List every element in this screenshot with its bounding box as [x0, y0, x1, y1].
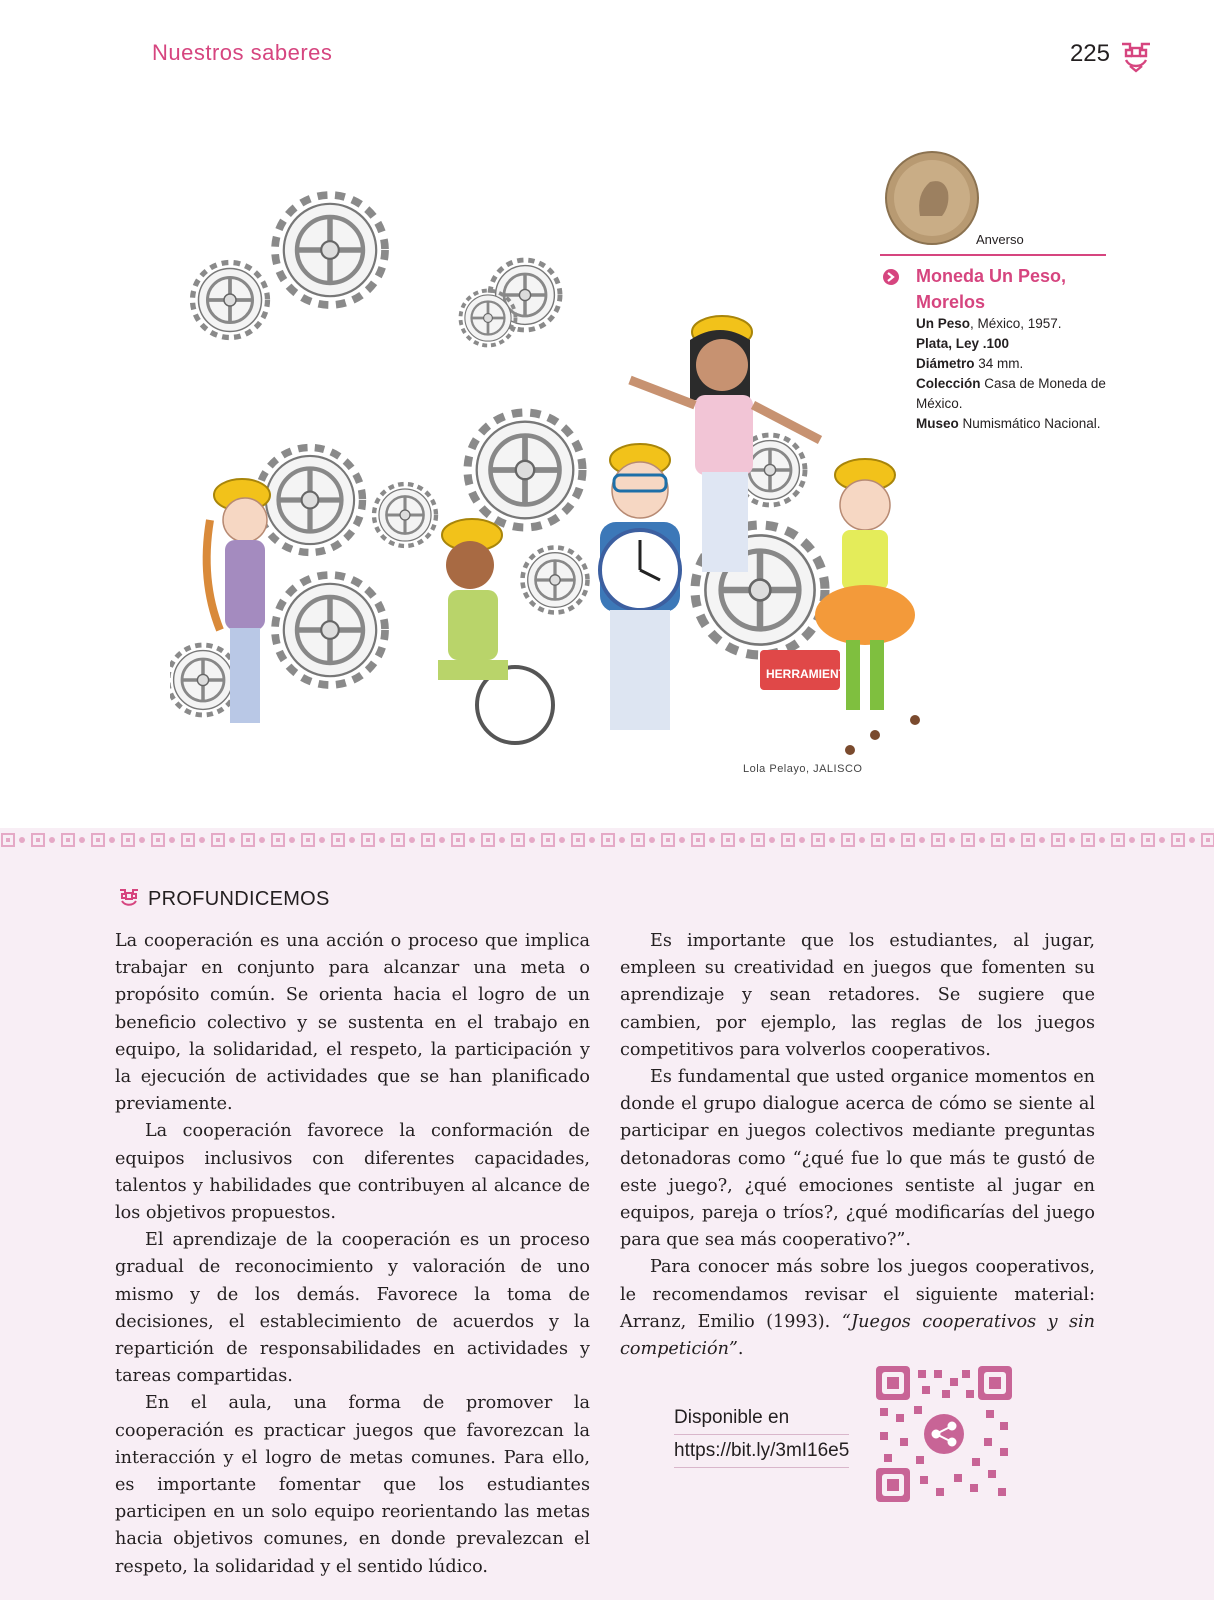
coin-detail-diameter: Diámetro 34 mm.	[916, 356, 1024, 371]
link-url[interactable]: https://bit.ly/3mI16e5	[674, 1435, 849, 1468]
coin-image	[884, 150, 980, 246]
paragraph: En el aula, una forma de promover la cooperación es practicar juegos que favorezcan la interacción y el logro de metas comunes. Para ello, es importante fomentar que los estudiantes participen en un solo equipo reorientando las metas hacia objetivos comunes, en donde prevalezcan el respeto, la solidaridad y el sentido lúdico.	[115, 1393, 590, 1577]
right-column	[620, 928, 1095, 1363]
children-gears-illustration	[170, 150, 930, 790]
link-label: Disponible en	[674, 1402, 849, 1435]
qr-code[interactable]	[876, 1366, 1012, 1502]
paragraph: La cooperación es una acción o proceso que implica trabajar en conjunto para alcanzar una meta o propósito común. Se orienta hacia el logro de un beneficio colectivo y se sustenta en el trabajo en equipo, la solidaridad, el respeto, la participación y la ejecución de actividades que se han planificado previamente.	[115, 931, 590, 1115]
coin-divider	[880, 254, 1106, 256]
coin-caption: Anverso	[976, 232, 1024, 247]
coin-detail-alloy: Plata, Ley .100	[916, 336, 1010, 351]
coin-title: Moneda Un Peso, Morelos	[916, 266, 1067, 312]
link-block	[674, 1402, 849, 1468]
aztec-glyph-icon	[1118, 38, 1154, 74]
decorative-border	[0, 828, 1214, 852]
book-title: “Juegos cooperativos y sin competición”	[620, 1311, 1095, 1360]
section-title: PROFUNDICEMOS	[148, 888, 330, 910]
coin-detail-value: Un Peso, México, 1957.	[916, 316, 1062, 331]
arrow-right-icon	[882, 268, 900, 286]
basket-label: HERRAMIENT	[766, 667, 846, 681]
recommendation-paragraph: Para conocer más sobre los juegos cooperativos, le recomendamos revisar el siguiente material: Arranz, Emilio (1993). “Juegos cooperativos y sin competición”.	[620, 1257, 1095, 1360]
left-column	[115, 928, 590, 1581]
artist-credit: Lola Pelayo, JALISCO	[743, 763, 863, 775]
paragraph: El aprendizaje de la cooperación es un proceso gradual de reconocimiento y valoración de uno mismo y de los demás. Favorece la toma de decisiones, el establecimiento de acuerdos y la repartición de responsabilidades en actividades y tareas compartidas.	[115, 1230, 590, 1387]
paragraph: Es fundamental que usted organice momentos en donde el grupo dialogue acerca de cómo se siente al participar en juegos colectivos mediante preguntas detonadoras como “¿qué fue lo que más te gustó de este juego?, ¿qué emociones sentiste al jugar en equipos, pareja o tríos?, ¿qué modificarías del juego para que sea más cooperativo?”.	[620, 1067, 1095, 1251]
coin-details	[916, 314, 1116, 434]
paragraph: La cooperación favorece la conformación de equipos inclusivos con diferentes capacidades, talentos y habilidades que contribuyen al alcance de los objetivos propuestos.	[115, 1121, 590, 1224]
running-header: Nuestros saberes	[152, 40, 333, 65]
page-number: 225	[1069, 40, 1110, 67]
paragraph: Es importante que los estudiantes, al jugar, empleen su creatividad en juegos que fomenten su aprendizaje y sean retadores. Se sugiere que cambien, por ejemplo, las reglas de los juegos competitivos para volverlos cooperativos.	[620, 931, 1095, 1060]
coin-detail-collection: Colección Casa de Moneda de México.	[916, 376, 1106, 411]
section-glyph-icon	[117, 886, 141, 910]
coin-detail-museum: Museo Numismático Nacional.	[916, 416, 1101, 431]
